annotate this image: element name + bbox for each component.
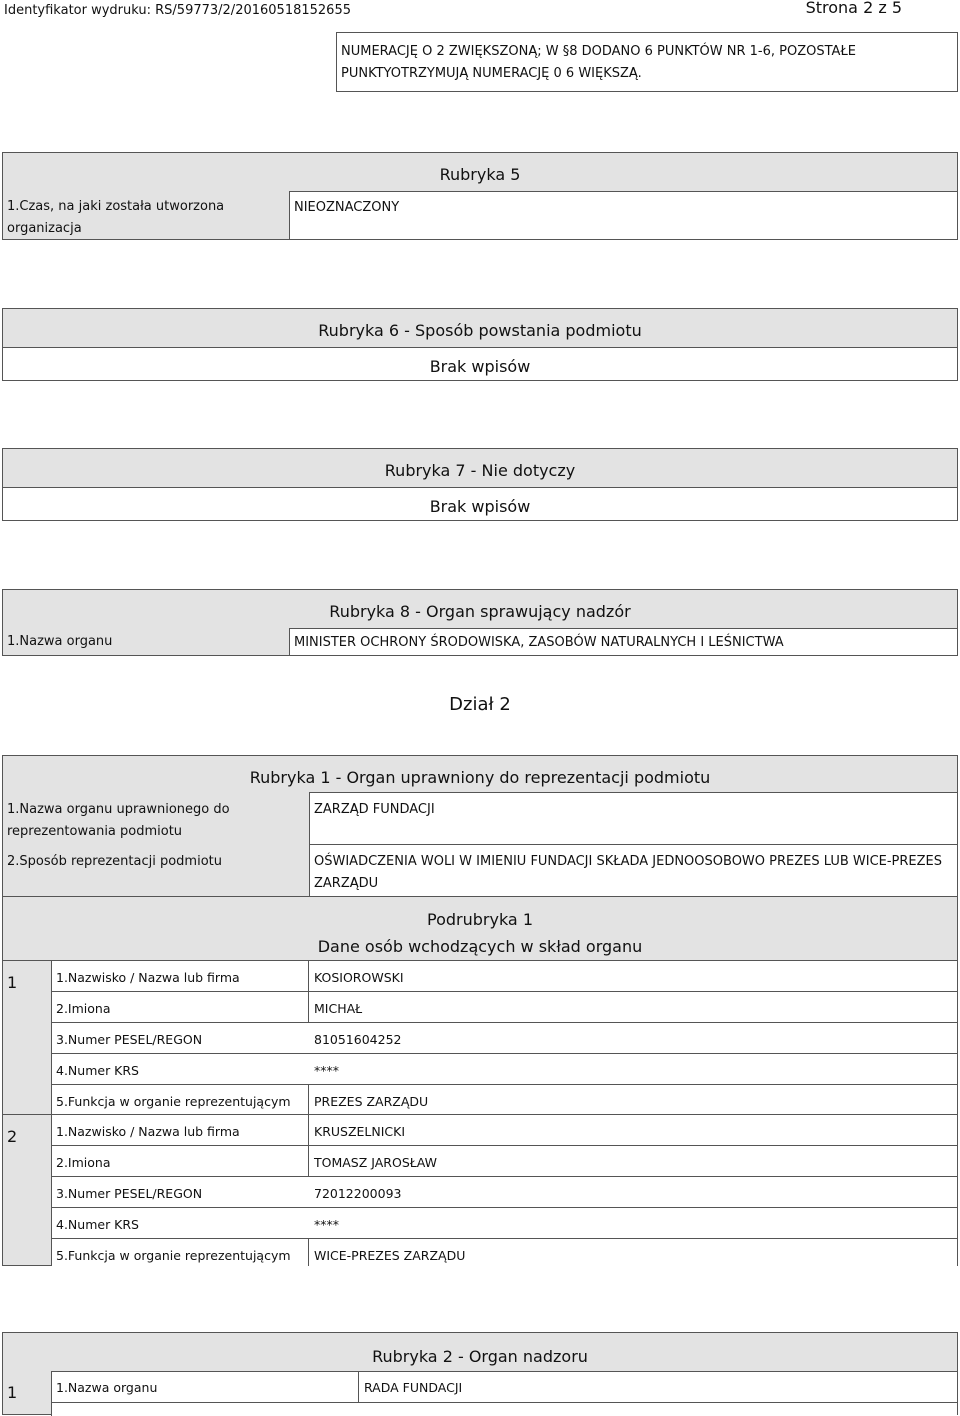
function-value: WICE-PREZES ZARZĄDU: [314, 1248, 466, 1263]
amendment-note-line2: PUNKTYOTRZYMUJĄ NUMERACJĘ 0 6 WIĘKSZĄ.: [341, 66, 642, 81]
krs-value: ****: [314, 1063, 339, 1078]
rubryka-5-title: Rubryka 5: [439, 165, 521, 184]
first-names-label: 2.Imiona: [56, 1155, 111, 1170]
rubryka-6-empty: Brak wpisów: [429, 357, 531, 376]
supervisory-organ-label: 1.Nazwa organu: [56, 1380, 158, 1395]
surname-label: 1.Nazwisko / Nazwa lub firma: [56, 970, 240, 985]
representation-cell: [309, 844, 957, 896]
representation-value-line2: ZARZĄDU: [314, 876, 379, 891]
podrubryka-1-subtitle: Dane osób wchodzących w skład organu: [317, 937, 643, 956]
organ-name-value: ZARZĄD FUNDACJI: [314, 802, 435, 817]
supervisory-organ-value: RADA FUNDACJI: [364, 1380, 463, 1395]
person-fields: [51, 961, 957, 1114]
rubryka-8-label: 1.Nazwa organu: [7, 634, 113, 649]
rubryka-5-value: NIEOZNACZONY: [294, 200, 400, 215]
persons-table: [3, 960, 957, 1265]
rubryka-6-section: [2, 308, 958, 381]
organ-name-cell: [309, 792, 957, 844]
rubryka-6-body: [3, 347, 957, 380]
rubryka-5-label-line2: organizacja: [7, 221, 82, 236]
person-number: 1: [7, 973, 18, 992]
krs-label: 4.Numer KRS: [56, 1217, 139, 1232]
pesel-value: 72012200093: [314, 1186, 402, 1201]
rubryka-6-title: Rubryka 6 - Sposób powstania podmiotu: [318, 321, 642, 340]
pesel-label: 3.Numer PESEL/REGON: [56, 1186, 203, 1201]
first-names-value: MICHAŁ: [314, 1001, 363, 1016]
surname-value: KRUSZELNICKI: [314, 1124, 406, 1139]
krs-value: ****: [314, 1217, 339, 1232]
amendment-note-box: [336, 32, 958, 92]
d2-rubryka-2-section: [2, 1332, 958, 1415]
first-names-label: 2.Imiona: [56, 1001, 111, 1016]
amendment-note-line1: NUMERACJĘ O 2 ZWIĘKSZONĄ; W §8 DODANO 6 PUNKTÓW NR 1-6, POZOSTAŁE: [341, 44, 856, 59]
krs-label: 4.Numer KRS: [56, 1063, 139, 1078]
section-title: Dział 2: [449, 694, 511, 715]
rubryka-8-section: [2, 589, 958, 656]
surname-label: 1.Nazwisko / Nazwa lub firma: [56, 1124, 240, 1139]
rubryka-8-title: Rubryka 8 - Organ sprawujący nadzór: [329, 602, 631, 621]
organ-number: 1: [7, 1383, 18, 1402]
d2-rubryka-1-title: Rubryka 1 - Organ uprawniony do reprezentacji podmiotu: [249, 768, 711, 787]
organ-name-label-line1: 1.Nazwa organu uprawnionego do: [7, 802, 230, 817]
person-number: 2: [7, 1127, 18, 1146]
podrubryka-1-header: [3, 896, 957, 960]
rubryka-7-body: [3, 487, 957, 520]
pesel-label: 3.Numer PESEL/REGON: [56, 1032, 203, 1047]
first-names-value: TOMASZ JAROSŁAW: [314, 1155, 438, 1170]
surname-value: KOSIOROWSKI: [314, 970, 404, 985]
organ-name-label-line2: reprezentowania podmiotu: [7, 824, 183, 839]
rubryka-5-label-line1: 1.Czas, na jaki została utworzona: [7, 199, 225, 214]
function-value: PREZES ZARZĄDU: [314, 1094, 429, 1109]
function-label: 5.Funkcja w organie reprezentującym: [56, 1094, 291, 1109]
rubryka-5-section: [2, 152, 958, 240]
print-id: Identyfikator wydruku: RS/59773/2/20160518152655: [4, 3, 351, 18]
person-row: [3, 1115, 957, 1266]
page-number: Strona 2 z 5: [805, 0, 902, 17]
rubryka-5-value-cell: [289, 191, 957, 239]
rubryka-7-section: [2, 448, 958, 521]
representation-label: 2.Sposób reprezentacji podmiotu: [7, 854, 222, 869]
rubryka-8-value: MINISTER OCHRONY ŚRODOWISKA, ZASOBÓW NATURALNYCH I LEŚNICTWA: [294, 635, 784, 650]
function-label: 5.Funkcja w organie reprezentującym: [56, 1248, 291, 1263]
supervisory-organ-fields: [51, 1371, 957, 1416]
rubryka-7-empty: Brak wpisów: [429, 497, 531, 516]
representation-value-line1: OŚWIADCZENIA WOLI W IMIENIU FUNDACJI SKŁADA JEDNOOSOBOWO PREZES LUB WICE-PREZES: [314, 854, 943, 869]
podrubryka-1-title: Podrubryka 1: [427, 910, 533, 929]
person-fields: [51, 1115, 957, 1266]
person-row: [3, 961, 957, 1114]
rubryka-7-title: Rubryka 7 - Nie dotyczy: [384, 461, 576, 480]
pesel-value: 81051604252: [314, 1032, 402, 1047]
rubryka-8-value-cell: [289, 628, 957, 655]
d2-rubryka-2-title: Rubryka 2 - Organ nadzoru: [372, 1347, 588, 1366]
d2-rubryka-1-section: [2, 755, 958, 1266]
